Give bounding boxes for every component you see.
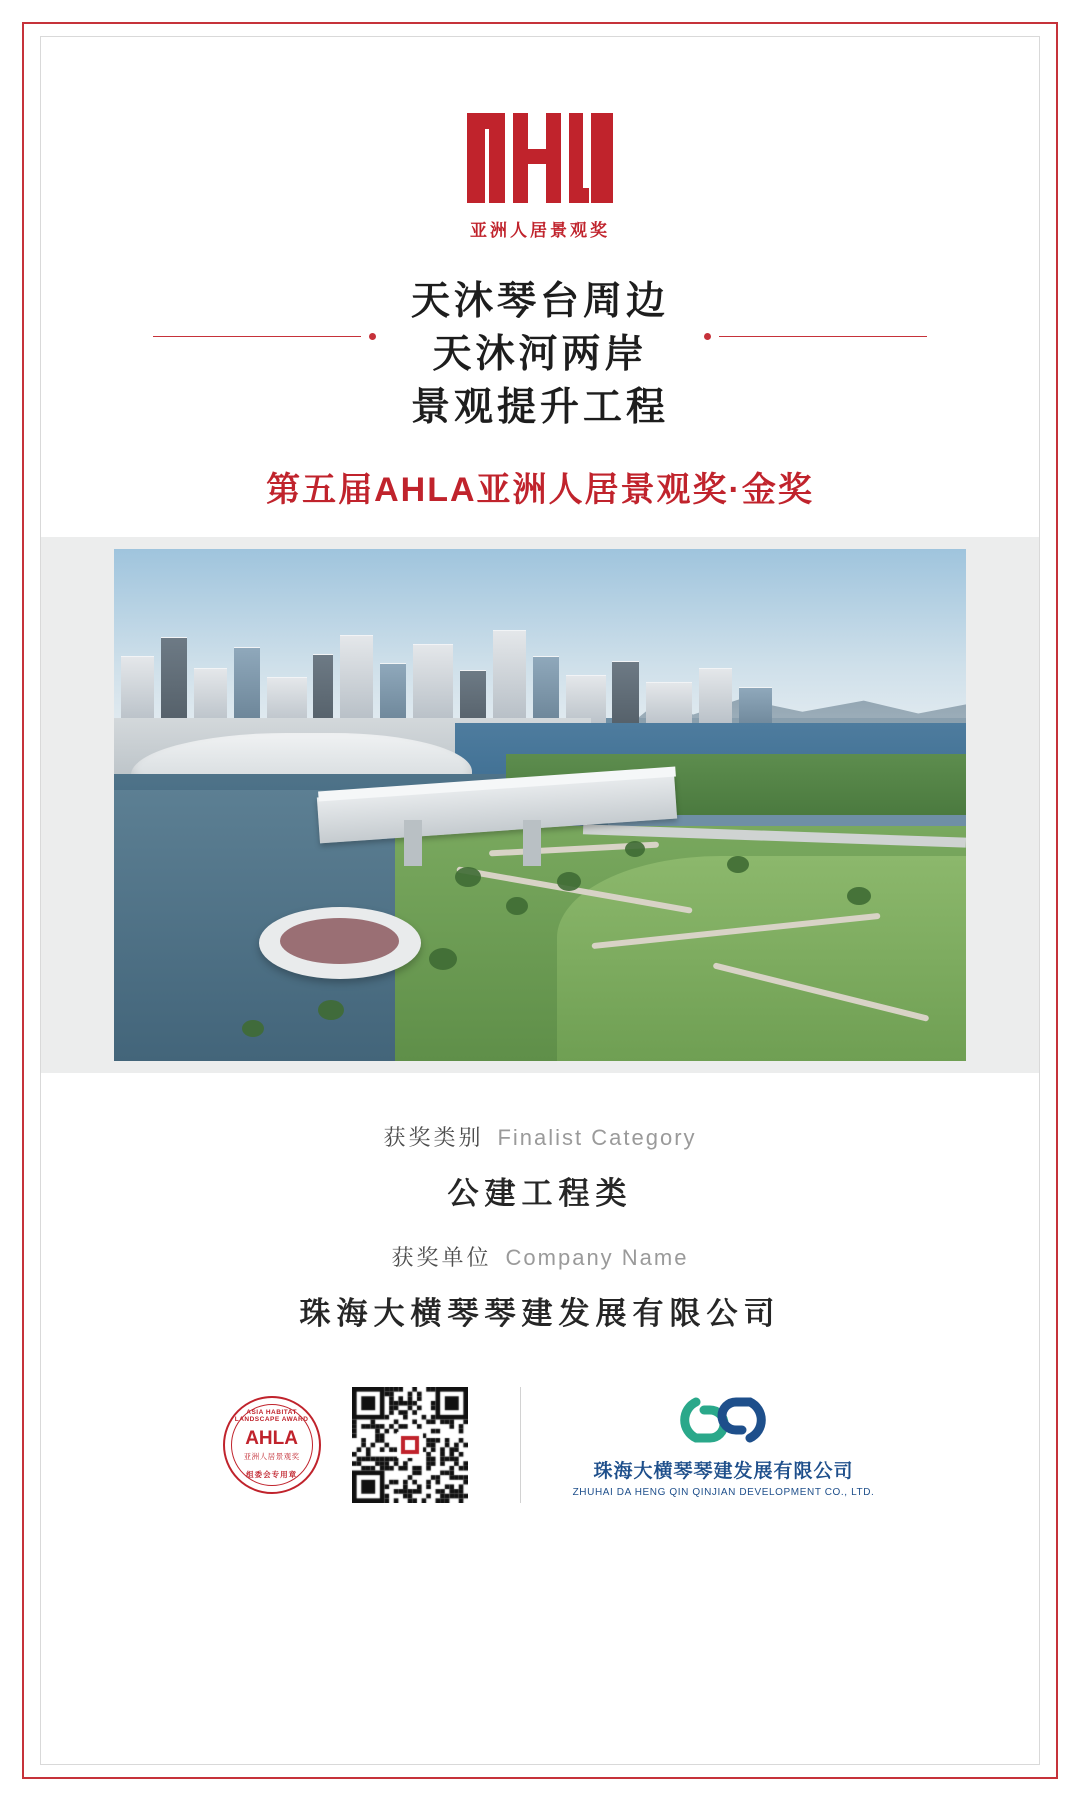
award-title: 第五届AHLA亚洲人居景观奖·金奖 <box>266 471 814 510</box>
certificate-footer <box>41 1387 1039 1503</box>
seal-arc-bottom-text: 组委会专用章 <box>246 1470 298 1480</box>
decoration-line-left <box>153 336 361 337</box>
project-title-line-1: 天沐琴台周边 <box>397 275 683 328</box>
photo-lawn-secondary <box>557 856 966 1061</box>
project-title-block <box>41 275 1039 511</box>
project-title-line-2: 天沐河两岸 <box>418 328 661 381</box>
company-label-en: Company Name <box>505 1245 689 1271</box>
photo-band <box>41 537 1039 1073</box>
category-label-row <box>383 1121 696 1152</box>
company-logo-name-en: ZHUHAI DA HENG QIN QINJIAN DEVELOPMENT CO., LTD. <box>572 1487 875 1499</box>
decoration-line-right <box>719 336 927 337</box>
ahla-logo-subtitle: 亚洲人居景观奖 <box>470 221 610 240</box>
company-value: 珠海大横琴琴建发展有限公司 <box>299 1296 781 1332</box>
company-logo <box>573 1392 875 1498</box>
seal-main-text: AHLA <box>245 1427 298 1449</box>
company-logo-name-cn: 珠海大横琴琴建发展有限公司 <box>593 1461 854 1483</box>
certificate-content <box>40 36 1040 1765</box>
qr-code[interactable] <box>352 1387 468 1503</box>
category-label-cn: 获奖类别 <box>383 1125 484 1151</box>
company-label-row <box>392 1241 689 1272</box>
seal-arc-top-text: ASIA HABITAT LANDSCAPE AWARD <box>234 1409 309 1424</box>
decoration-dot-left <box>369 333 376 340</box>
photo-oval-roof <box>280 918 399 964</box>
company-logo-icon <box>658 1392 790 1448</box>
ahla-logo <box>465 99 615 241</box>
category-label-en: Finalist Category <box>497 1125 697 1151</box>
company-label-cn: 获奖单位 <box>391 1245 492 1271</box>
category-value: 公建工程类 <box>447 1176 633 1212</box>
official-seal <box>206 1395 338 1495</box>
project-photo <box>114 549 966 1061</box>
ahla-logo-icon <box>465 99 615 207</box>
seal-sub-text: 亚洲人居景观奖 <box>243 1451 300 1461</box>
decoration-dot-right <box>704 333 711 340</box>
project-title-line-3: 景观提升工程 <box>397 381 683 434</box>
award-info <box>41 1121 1039 1333</box>
footer-divider <box>520 1387 521 1503</box>
